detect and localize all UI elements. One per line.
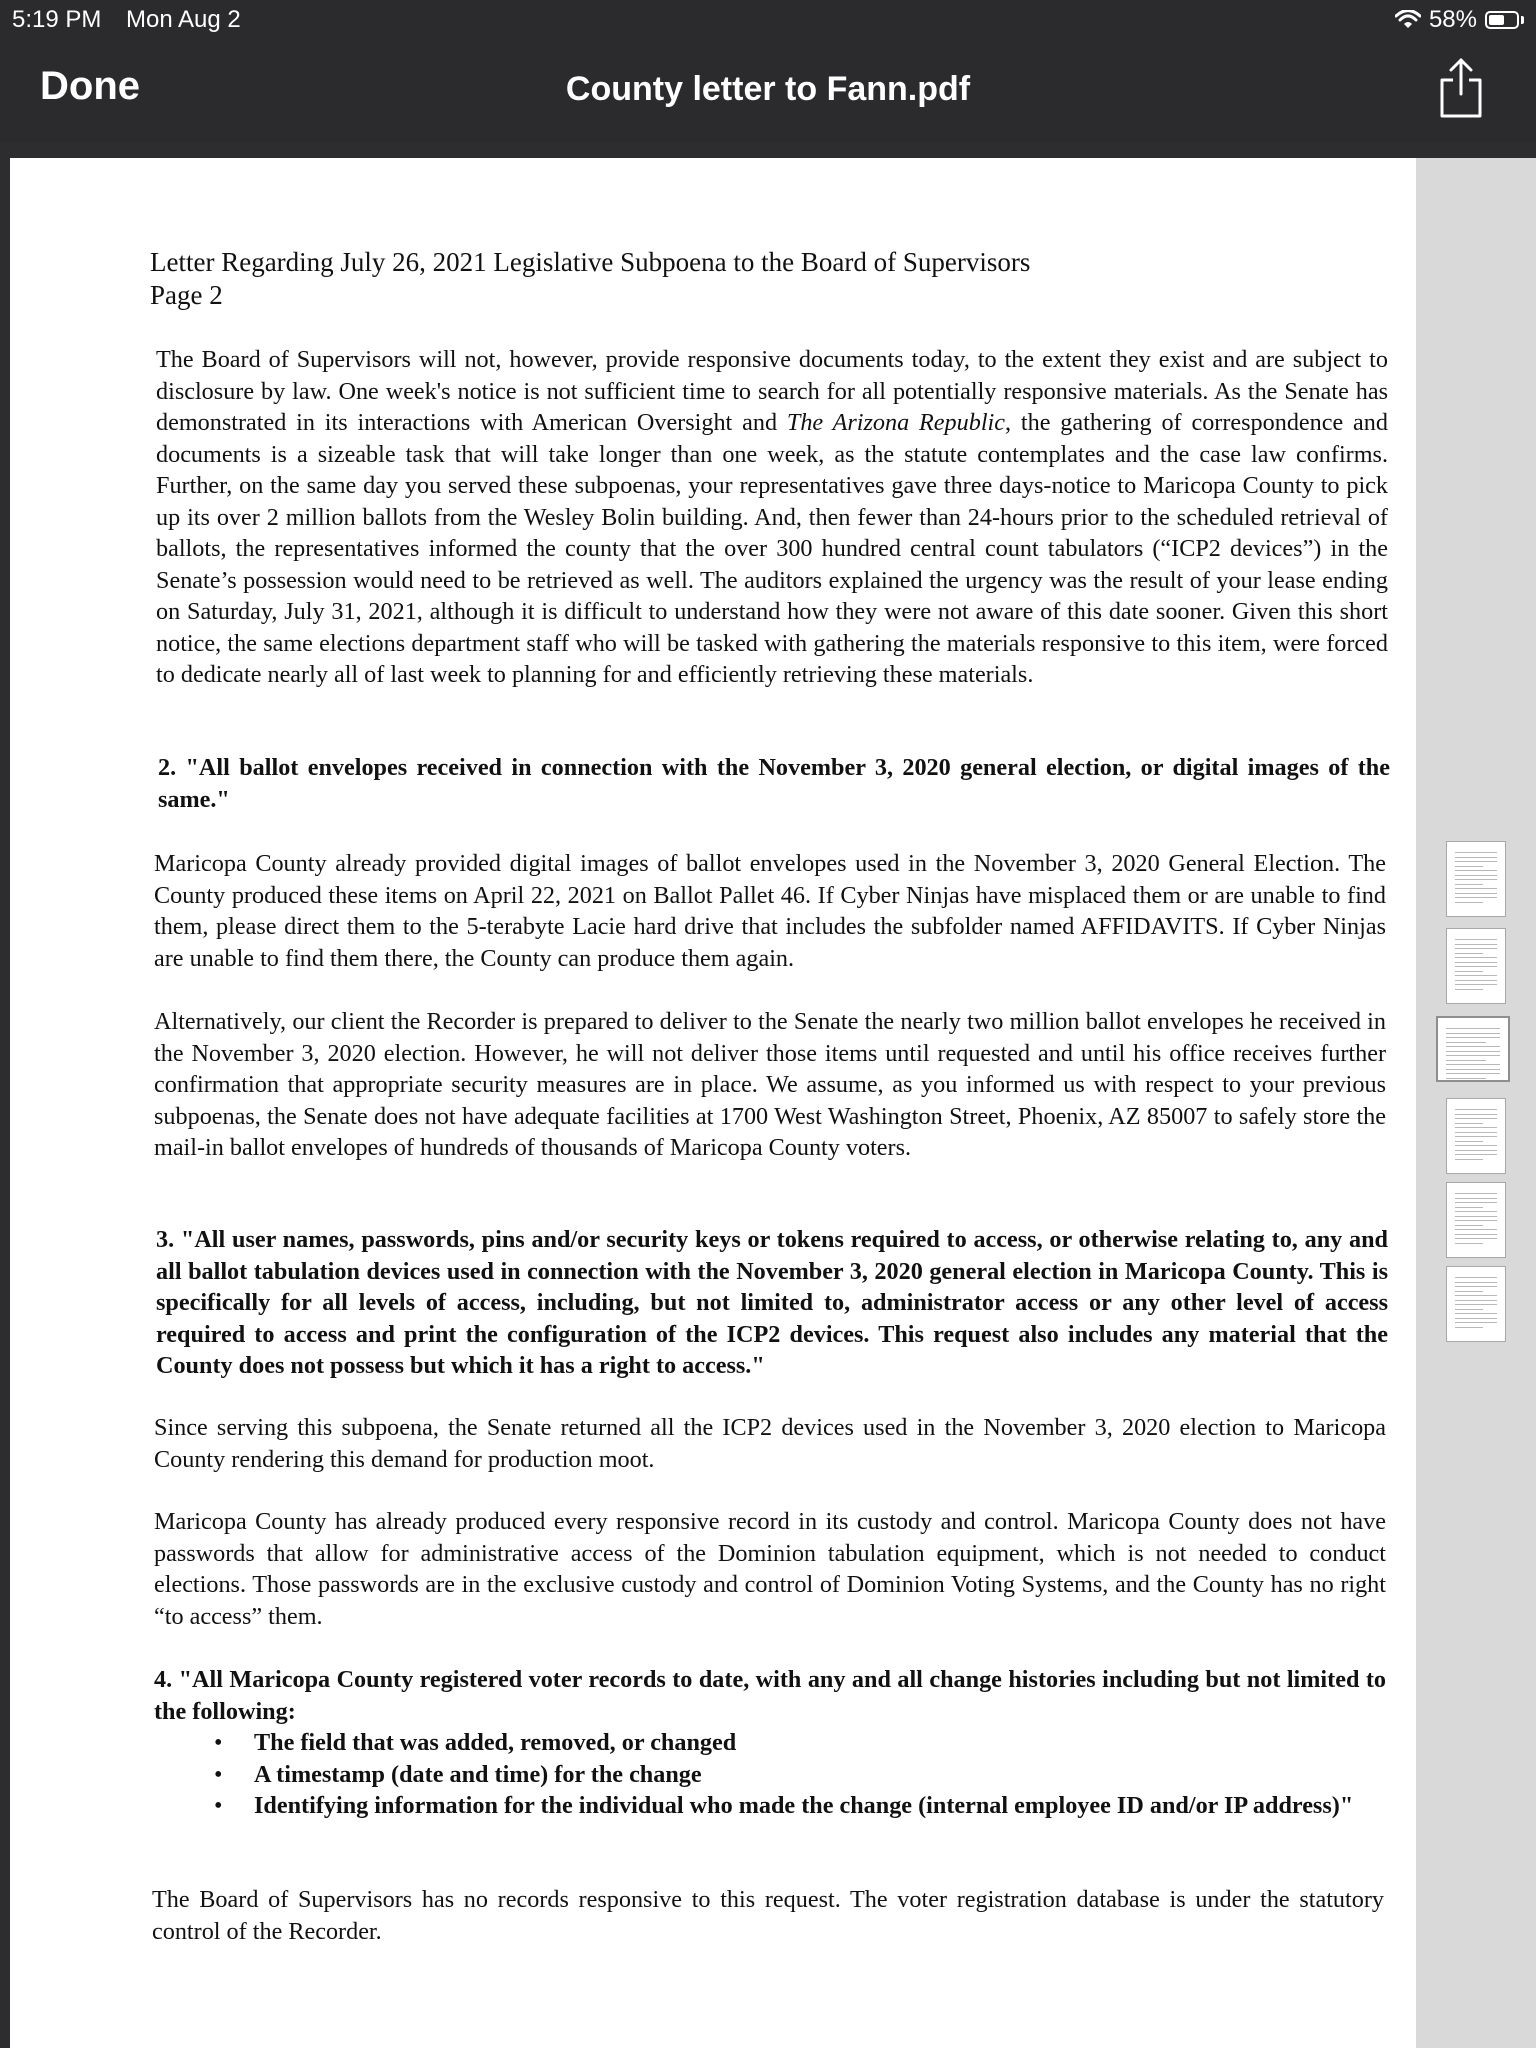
thumbnail-text-line <box>1455 1150 1497 1151</box>
thumbnail-text-line <box>1455 1243 1483 1244</box>
thumbnail-text-line <box>1455 1309 1483 1310</box>
thumbnail-text-line <box>1455 1118 1497 1119</box>
thumbnail-text-line <box>1455 1193 1497 1194</box>
thumbnail-text-line <box>1446 1042 1486 1043</box>
thumbnail-text-line <box>1455 1282 1497 1283</box>
thumbnail-text-line <box>1455 948 1497 949</box>
thumbnail-text-line <box>1455 1159 1483 1160</box>
request-item-3-text: 3. "All user names, passwords, pins and/or security keys or tokens required to access, or otherwise relating to, any and all ballot tabulation devices used in connection with the November 3, 2020 general election in Maricopa County. This is specifically for all levels of access, including, but not limited to, administrator access or any other level of access required to access and print the configuration of the ICP2 devices. This request also includes any material that the County does not possess but which it has a right to access." <box>156 1226 1388 1379</box>
thumbnail-text-line <box>1455 893 1497 894</box>
thumbnail-text-line <box>1455 866 1483 867</box>
thumbnail-text-line <box>1455 1295 1497 1296</box>
thumbnail-text-line <box>1446 1046 1500 1047</box>
thumbnail-text-line <box>1455 1225 1483 1226</box>
thumbnail-text-line <box>1455 971 1483 972</box>
thumbnail-text-line <box>1446 1060 1486 1061</box>
thumbnail-text-line <box>1455 1211 1497 1212</box>
thumbnail-text-line <box>1455 897 1497 898</box>
thumbnail-text-line <box>1455 1318 1497 1319</box>
thumbnail-text-line <box>1455 962 1497 963</box>
thumbnail-text-line <box>1455 870 1497 871</box>
thumbnail-text-line <box>1455 1202 1497 1203</box>
thumbnail-text-line <box>1455 875 1497 876</box>
thumbnail-text-line <box>1446 1073 1500 1074</box>
thumbnail-text-line <box>1455 1229 1497 1230</box>
thumbnail-text-line <box>1455 1154 1497 1155</box>
pdf-page[interactable] <box>10 158 1416 2048</box>
status-date: Mon Aug 2 <box>126 6 241 33</box>
paragraph-2: Maricopa County already provided digital images of ballot envelopes used in the November 3, 2020 General Election. The County produced these items on April 22, 2021 on Ballot Pallet 46. If Cyber Ninjas have misplaced them or are unable to find them, please direct them to the 5-terabyte Lacie hard drive that includes the subfolder named AFFIDAVITS. If Cyber Ninjas are unable to find them there, the County can produce them again. <box>154 850 1386 972</box>
thumbnail-text-line <box>1455 1114 1497 1115</box>
page-thumbnail-5[interactable] <box>1446 1182 1506 1258</box>
thumbnail-text-line <box>1455 1234 1497 1235</box>
thumbnail-text-line <box>1455 1207 1483 1208</box>
thumbnail-text-line <box>1446 1037 1500 1038</box>
request-item-2-text: 2. "All ballot envelopes received in connection with the November 3, 2020 general election, or digital images of the same." <box>158 754 1390 813</box>
thumbnail-text-line <box>1455 944 1497 945</box>
thumbnail-text-line <box>1455 861 1497 862</box>
thumbnail-text-line <box>1455 902 1483 903</box>
battery-fill <box>1489 15 1504 25</box>
paragraph-4: Since serving this subpoena, the Senate returned all the ICP2 devices used in the November 3, 2020 election to Maricopa County rendering this demand for production moot. <box>154 1414 1386 1473</box>
paragraph-3: Alternatively, our client the Recorder is prepared to deliver to the Senate the nearly two million ballot envelopes he received in the November 3, 2020 election. However, he will not deliver those items until requested and until his office receives further confirmation that appropriate security measures are in place. We assume, as you informed us with respect to your previous subpoenas, the Senate does not have adequate facilities at 1700 West Washington Street, Phoenix, AZ 85007 to safely store the mail-in ballot envelopes of hundreds of thousands of Maricopa County voters. <box>154 1008 1386 1161</box>
thumbnail-text-line <box>1455 1327 1483 1328</box>
status-time: 5:19 PM <box>12 6 102 33</box>
thumbnail-text-line <box>1455 1313 1497 1314</box>
request-item-4-text: 4. "All Maricopa County registered voter records to date, with any and all change histories including but not limited to the following: <box>154 1666 1386 1725</box>
page-thumbnail-3[interactable] <box>1436 1016 1510 1082</box>
document-title: County letter to Fann.pdf <box>565 70 971 108</box>
top-chrome <box>0 0 1536 156</box>
thumbnail-text-line <box>1455 989 1483 990</box>
request-item-4-bullets <box>154 1727 1386 1822</box>
thumbnail-sidebar[interactable] <box>1416 158 1536 2048</box>
thumbnail-text-line <box>1455 888 1497 889</box>
bullet-item <box>154 1759 1386 1791</box>
status-right <box>1395 6 1524 34</box>
thumbnail-text-line <box>1455 966 1497 967</box>
battery-percent: 58% <box>1428 6 1477 33</box>
share-icon[interactable] <box>1436 56 1486 120</box>
thumbnail-text-line <box>1455 953 1483 954</box>
nav-bar <box>0 46 1536 142</box>
page-thumbnail-6[interactable] <box>1446 1266 1506 1342</box>
thumbnail-text-line <box>1455 1141 1483 1142</box>
thumbnail-text-line <box>1446 1055 1500 1056</box>
page-thumbnail-2[interactable] <box>1446 928 1506 1004</box>
paragraph-1 <box>156 344 1388 691</box>
page-thumbnail-4[interactable] <box>1446 1098 1506 1174</box>
thumbnail-text-line <box>1455 857 1497 858</box>
status-bar <box>0 0 1536 42</box>
thumbnail-text-line <box>1455 980 1497 981</box>
thumbnail-text-line <box>1455 975 1497 976</box>
thumbnail-text-line <box>1455 1132 1497 1133</box>
thumbnail-text-line <box>1446 1069 1500 1070</box>
thumbnail-text-line <box>1455 939 1497 940</box>
thumbnail-text-line <box>1455 1238 1497 1239</box>
battery-tip <box>1521 16 1524 24</box>
request-item-3 <box>156 1224 1388 1382</box>
thumbnail-text-line <box>1455 1127 1497 1128</box>
thumbnail-text-line <box>1455 1291 1483 1292</box>
paragraph-5: Maricopa County has already produced every responsive record in its custody and control. Maricopa County does not have passwords that allow for administrative access of the Dominion tabulation equipment, which is not needed to conduct elections. Those passwords are in the exclusive custody and control of Dominion Voting Systems, and the County has no right “to access” them. <box>154 1508 1386 1630</box>
thumbnail-text-line <box>1455 1304 1497 1305</box>
wifi-icon <box>1395 10 1421 30</box>
thumbnail-text-line <box>1455 1277 1497 1278</box>
page-thumbnail-1[interactable] <box>1446 841 1506 917</box>
thumbnail-text-line <box>1455 1123 1483 1124</box>
thumbnail-text-line <box>1455 1216 1497 1217</box>
thumbnail-text-line <box>1455 1198 1497 1199</box>
paragraph-1-text: The Board of Supervisors will not, however, provide responsive documents today, to the extent they exist and are subject to disclosure by law. One week's notice is not sufficient time to search for all potentially responsive materials. As the Senate has demonstrated in its interactions with American Oversight and <box>156 346 1388 436</box>
bullet-text: Identifying information for the individual who made the change (internal employee ID and/or IP address)" <box>254 1792 1354 1819</box>
thumbnail-text-line <box>1446 1028 1500 1029</box>
thumbnail-text-line <box>1446 1078 1486 1079</box>
thumbnail-text-line <box>1446 1033 1500 1034</box>
page-header <box>150 246 1030 312</box>
paragraph-6: The Board of Supervisors has no records responsive to this request. The voter registration database is under the statutory control of the Recorder. <box>152 1886 1384 1945</box>
thumbnail-text-line <box>1455 1300 1497 1301</box>
thumbnail-text-line <box>1455 879 1497 880</box>
thumbnail-text-line <box>1455 1136 1497 1137</box>
thumbnail-text-line <box>1455 1220 1497 1221</box>
thumbnail-text-line <box>1455 957 1497 958</box>
bullet-text: The field that was added, removed, or changed <box>254 1729 737 1756</box>
header-page-number: Page 2 <box>150 280 223 310</box>
thumbnail-text-line <box>1455 884 1483 885</box>
battery-icon <box>1485 11 1519 29</box>
bullet-item <box>154 1790 1386 1822</box>
thumbnail-text-line <box>1455 1286 1497 1287</box>
thumbnail-text-line <box>1446 1051 1500 1052</box>
thumbnail-text-line <box>1455 984 1497 985</box>
request-item-4 <box>154 1664 1386 1822</box>
paragraph-1-italic: The Arizona Republic <box>786 409 1005 436</box>
thumbnail-text-line <box>1455 1109 1497 1110</box>
bullet-item <box>154 1727 1386 1759</box>
thumbnail-text-line <box>1446 1064 1500 1065</box>
header-title: Letter Regarding July 26, 2021 Legislative Subpoena to the Board of Supervisors <box>150 247 1031 277</box>
pdf-viewer[interactable] <box>0 142 1536 2048</box>
bullet-text: A timestamp (date and time) for the change <box>254 1760 702 1788</box>
thumbnail-text-line <box>1455 1145 1497 1146</box>
request-item-2 <box>158 752 1390 815</box>
thumbnail-text-line <box>1455 1322 1497 1323</box>
thumbnail-text-line <box>1455 852 1497 853</box>
done-button[interactable]: Done <box>40 64 140 108</box>
paragraph-1-rest: , the gathering of correspondence and documents is a sizeable task that will take longer than one week, as the statute contemplates and the case law confirms. Further, on the same day you served these subpoenas, your representatives gave three days-notice to Maricopa County to pick up its over 2 million ballots from the Wesley Bolin building. And, then fewer than 24-hours prior to the scheduled retrieval of ballots, the representatives informed the county that the over 300 hundred central count tabulators (“ICP2 devices”) in the Senate’s possession would need to be retrieved as well. The auditors explained the urgency was the result of your lease ending on Saturday, July 31, 2021, although it is difficult to understand how they were not aware of this date sooner. Given this short notice, the same elections department staff who will be tasked with gathering the materials responsive to this item, were forced to dedicate nearly all of last week to planning for and efficiently retrieving these materials. <box>156 409 1388 688</box>
